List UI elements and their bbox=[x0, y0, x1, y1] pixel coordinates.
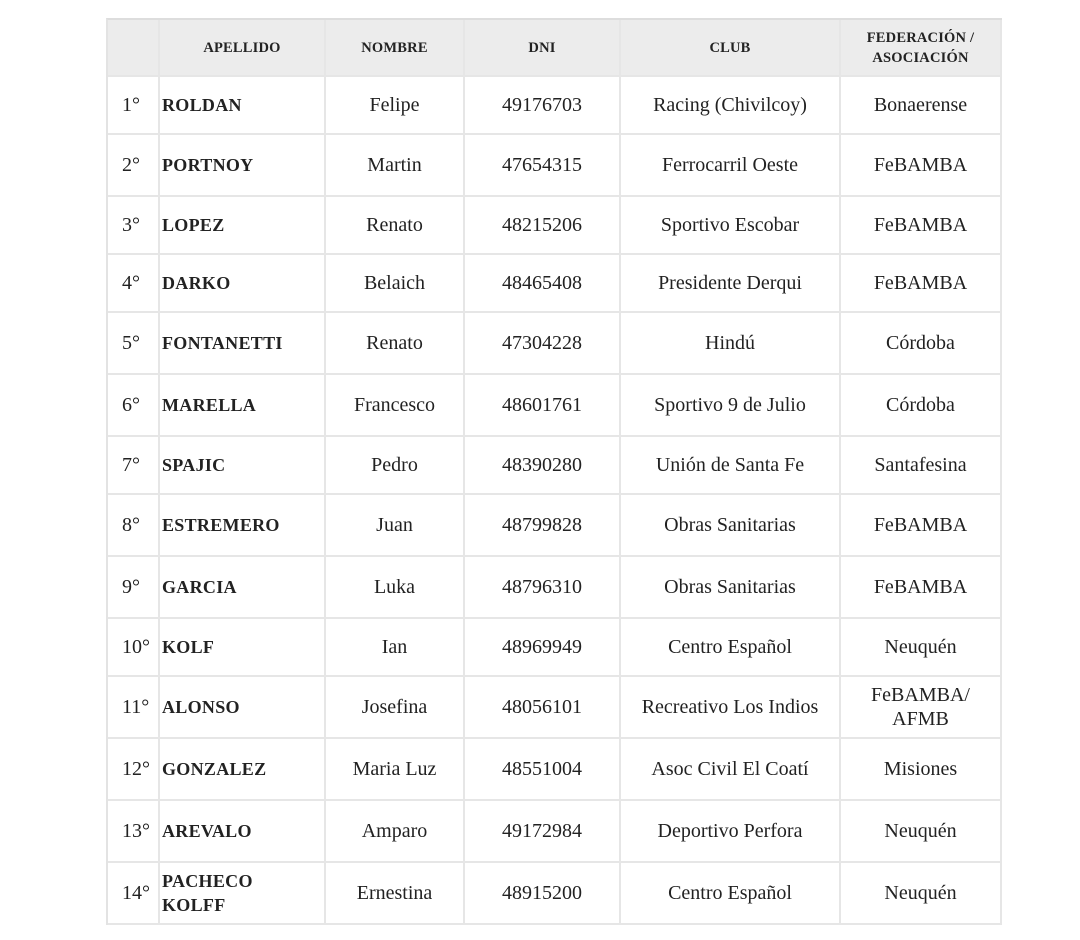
cell-club: Obras Sanitarias bbox=[621, 495, 841, 557]
cell-club: Hindú bbox=[621, 313, 841, 375]
cell-dni: 48551004 bbox=[465, 739, 621, 801]
cell-club: Centro Español bbox=[621, 619, 841, 677]
cell-position: 10° bbox=[108, 619, 160, 677]
cell-apellido: FONTANETTI bbox=[160, 313, 326, 375]
cell-federacion bbox=[841, 677, 1002, 739]
table-row bbox=[108, 863, 1002, 925]
cell-position: 9° bbox=[108, 557, 160, 619]
cell-dni: 49176703 bbox=[465, 77, 621, 135]
header-nombre: NOMBRE bbox=[326, 20, 465, 77]
cell-federacion: Misiones bbox=[841, 739, 1002, 801]
cell-position: 5° bbox=[108, 313, 160, 375]
cell-apellido: ROLDAN bbox=[160, 77, 326, 135]
header-federacion bbox=[841, 20, 1002, 77]
cell-dni: 48969949 bbox=[465, 619, 621, 677]
cell-club: Ferrocarril Oeste bbox=[621, 135, 841, 197]
cell-position: 3° bbox=[108, 197, 160, 255]
cell-federacion: Córdoba bbox=[841, 375, 1002, 437]
cell-apellido: SPAJIC bbox=[160, 437, 326, 495]
cell-club: Centro Español bbox=[621, 863, 841, 925]
players-table bbox=[106, 18, 1002, 925]
cell-apellido: ALONSO bbox=[160, 677, 326, 739]
cell-club: Asoc Civil El Coatí bbox=[621, 739, 841, 801]
cell-nombre: Pedro bbox=[326, 437, 465, 495]
cell-apellido: GONZALEZ bbox=[160, 739, 326, 801]
table-row bbox=[108, 495, 1002, 557]
cell-dni: 48056101 bbox=[465, 677, 621, 739]
header-dni: DNI bbox=[465, 20, 621, 77]
cell-federacion: FeBAMBA bbox=[841, 255, 1002, 313]
cell-position: 12° bbox=[108, 739, 160, 801]
cell-position: 1° bbox=[108, 77, 160, 135]
cell-club: Sportivo Escobar bbox=[621, 197, 841, 255]
table-row bbox=[108, 557, 1002, 619]
cell-apellido: MARELLA bbox=[160, 375, 326, 437]
cell-federacion: FeBAMBA bbox=[841, 557, 1002, 619]
cell-nombre: Felipe bbox=[326, 77, 465, 135]
cell-nombre: Amparo bbox=[326, 801, 465, 863]
table-row bbox=[108, 313, 1002, 375]
cell-nombre: Renato bbox=[326, 313, 465, 375]
cell-position: 8° bbox=[108, 495, 160, 557]
cell-apellido: LOPEZ bbox=[160, 197, 326, 255]
cell-dni: 47654315 bbox=[465, 135, 621, 197]
cell-apellido: GARCIA bbox=[160, 557, 326, 619]
cell-dni: 47304228 bbox=[465, 313, 621, 375]
cell-nombre: Ian bbox=[326, 619, 465, 677]
cell-federacion: FeBAMBA bbox=[841, 197, 1002, 255]
cell-apellido: DARKO bbox=[160, 255, 326, 313]
header-federacion-line2: ASOCIACIÓN bbox=[872, 49, 969, 66]
cell-position: 7° bbox=[108, 437, 160, 495]
cell-apellido: PORTNOY bbox=[160, 135, 326, 197]
table-row bbox=[108, 739, 1002, 801]
cell-position: 6° bbox=[108, 375, 160, 437]
cell-federacion: Neuquén bbox=[841, 619, 1002, 677]
cell-nombre: Maria Luz bbox=[326, 739, 465, 801]
cell-dni: 48601761 bbox=[465, 375, 621, 437]
cell-dni: 48799828 bbox=[465, 495, 621, 557]
table-row bbox=[108, 135, 1002, 197]
cell-federacion: Neuquén bbox=[841, 801, 1002, 863]
table-row bbox=[108, 677, 1002, 739]
cell-dni: 49172984 bbox=[465, 801, 621, 863]
table-row bbox=[108, 801, 1002, 863]
table-row bbox=[108, 437, 1002, 495]
cell-nombre: Renato bbox=[326, 197, 465, 255]
cell-club: Sportivo 9 de Julio bbox=[621, 375, 841, 437]
cell-dni: 48796310 bbox=[465, 557, 621, 619]
cell-apellido: KOLF bbox=[160, 619, 326, 677]
cell-nombre: Juan bbox=[326, 495, 465, 557]
cell-federacion-line2: AFMB bbox=[892, 708, 949, 730]
table-row bbox=[108, 619, 1002, 677]
cell-position: 4° bbox=[108, 255, 160, 313]
cell-dni: 48390280 bbox=[465, 437, 621, 495]
cell-club: Recreativo Los Indios bbox=[621, 677, 841, 739]
cell-apellido: AREVALO bbox=[160, 801, 326, 863]
header-club: CLUB bbox=[621, 20, 841, 77]
cell-nombre: Francesco bbox=[326, 375, 465, 437]
cell-apellido-line2: KOLFF bbox=[162, 895, 226, 915]
cell-federacion: FeBAMBA bbox=[841, 495, 1002, 557]
cell-position: 2° bbox=[108, 135, 160, 197]
cell-club: Obras Sanitarias bbox=[621, 557, 841, 619]
cell-nombre: Luka bbox=[326, 557, 465, 619]
cell-dni: 48465408 bbox=[465, 255, 621, 313]
cell-federacion: Santafesina bbox=[841, 437, 1002, 495]
cell-position: 14° bbox=[108, 863, 160, 925]
cell-dni: 48915200 bbox=[465, 863, 621, 925]
table-row bbox=[108, 375, 1002, 437]
cell-position: 13° bbox=[108, 801, 160, 863]
table-header-row bbox=[108, 20, 1002, 77]
cell-nombre: Belaich bbox=[326, 255, 465, 313]
header-apellido: APELLIDO bbox=[160, 20, 326, 77]
cell-club: Racing (Chivilcoy) bbox=[621, 77, 841, 135]
cell-nombre: Josefina bbox=[326, 677, 465, 739]
cell-nombre: Ernestina bbox=[326, 863, 465, 925]
cell-federacion-line1: FeBAMBA/ bbox=[871, 684, 970, 706]
table-row bbox=[108, 197, 1002, 255]
header-federacion-line1: FEDERACIÓN / bbox=[866, 29, 975, 46]
cell-nombre: Martin bbox=[326, 135, 465, 197]
cell-position: 11° bbox=[108, 677, 160, 739]
table-row bbox=[108, 255, 1002, 313]
cell-federacion: Córdoba bbox=[841, 313, 1002, 375]
cell-apellido-line1: PACHECO bbox=[162, 871, 253, 891]
cell-apellido: ESTREMERO bbox=[160, 495, 326, 557]
cell-federacion: FeBAMBA bbox=[841, 135, 1002, 197]
cell-federacion: Neuquén bbox=[841, 863, 1002, 925]
cell-club: Presidente Derqui bbox=[621, 255, 841, 313]
cell-federacion: Bonaerense bbox=[841, 77, 1002, 135]
cell-apellido bbox=[160, 863, 326, 925]
cell-club: Deportivo Perfora bbox=[621, 801, 841, 863]
cell-dni: 48215206 bbox=[465, 197, 621, 255]
table-row bbox=[108, 77, 1002, 135]
header-position bbox=[108, 20, 160, 77]
cell-club: Unión de Santa Fe bbox=[621, 437, 841, 495]
